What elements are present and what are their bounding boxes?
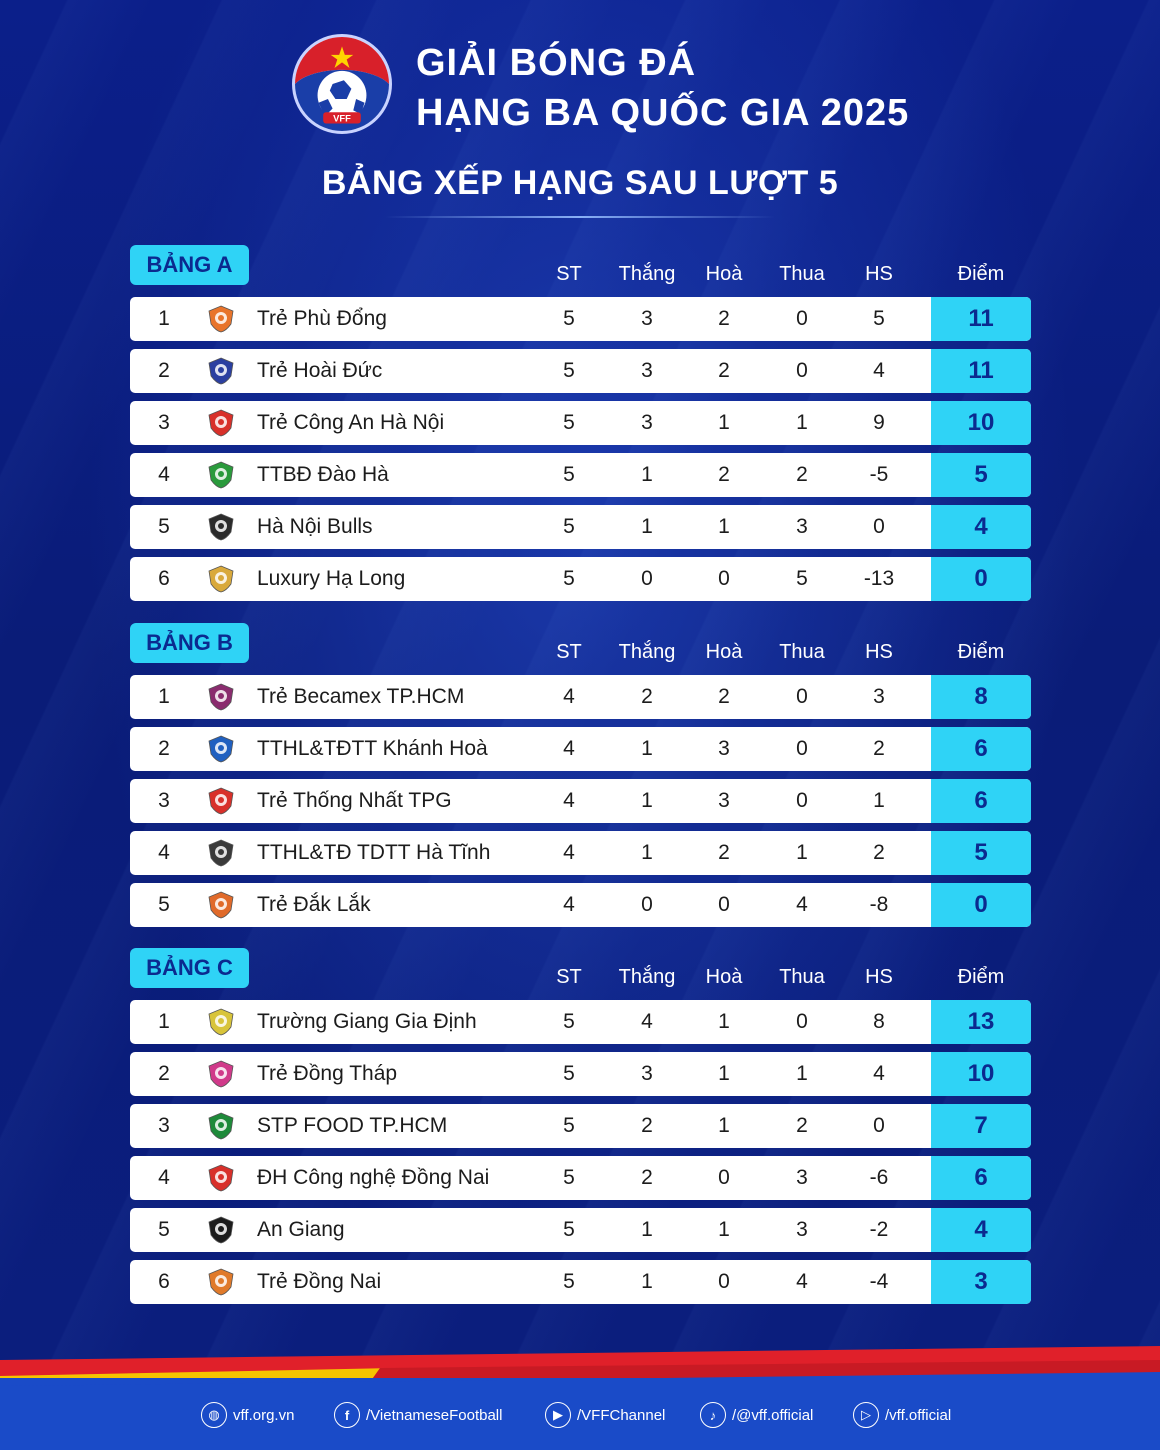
team-name: Trẻ Đồng Tháp: [257, 1062, 398, 1085]
win-cell: 3: [641, 411, 653, 434]
footer-link-youtube[interactable]: [545, 1400, 665, 1430]
footer-link-text: /@vff.official: [732, 1406, 814, 1424]
loss-cell: 0: [796, 307, 808, 330]
points-cell: 4: [931, 1208, 1031, 1252]
points-cell: 6: [931, 779, 1031, 823]
column-header-points: Điểm: [957, 966, 1005, 988]
team-name: TTHL&TĐ TDTT Hà Tĩnh: [257, 841, 491, 864]
table-row: [130, 727, 1031, 771]
gd-cell: 0: [873, 515, 885, 538]
win-cell: 1: [641, 789, 653, 812]
title-line-1: GIẢI BÓNG ĐÁ: [416, 42, 697, 84]
played-cell: 5: [563, 1010, 575, 1033]
gd-cell: 2: [873, 737, 885, 760]
team-crest-icon: [206, 734, 236, 764]
column-header-loss: Thua: [779, 641, 825, 663]
rank-cell: 4: [158, 463, 170, 486]
rank-cell: 2: [158, 359, 170, 382]
team-crest-icon: [206, 1059, 236, 1089]
rank-cell: 1: [158, 307, 170, 330]
played-cell: 4: [563, 737, 575, 760]
play-icon: ▷: [853, 1402, 879, 1428]
rank-cell: 6: [158, 567, 170, 590]
win-cell: 1: [641, 515, 653, 538]
team-name: ĐH Công nghệ Đồng Nai: [257, 1166, 490, 1189]
rank-cell: 3: [158, 1114, 170, 1137]
draw-cell: 1: [718, 1010, 730, 1033]
team-name: Hà Nội Bulls: [257, 515, 373, 538]
rank-cell: 4: [158, 841, 170, 864]
footer-link-text: /vff.official: [885, 1406, 952, 1424]
rank-cell: 3: [158, 411, 170, 434]
gd-cell: 1: [873, 789, 885, 812]
gd-cell: 8: [873, 1010, 885, 1033]
played-cell: 4: [563, 893, 575, 916]
column-header-draw: Hoà: [705, 641, 743, 663]
rank-cell: 5: [158, 1218, 170, 1241]
team-name: Trẻ Đồng Nai: [257, 1270, 382, 1293]
globe-icon: ◍: [201, 1402, 227, 1428]
points-cell: 10: [931, 401, 1031, 445]
table-row: [130, 349, 1031, 393]
team-crest-icon: [206, 838, 236, 868]
footer-link-text: /VietnameseFootball: [366, 1406, 503, 1424]
team-crest-icon: [206, 1163, 236, 1193]
win-cell: 3: [641, 359, 653, 382]
played-cell: 5: [563, 307, 575, 330]
gd-cell: -6: [869, 1166, 889, 1189]
draw-cell: 2: [718, 685, 730, 708]
win-cell: 3: [641, 1062, 653, 1085]
gd-cell: -13: [863, 567, 895, 590]
draw-cell: 1: [718, 1062, 730, 1085]
gd-cell: -8: [869, 893, 889, 916]
points-cell: 6: [931, 1156, 1031, 1200]
loss-cell: 0: [796, 789, 808, 812]
subtitle-divider: [385, 216, 775, 218]
points-cell: 13: [931, 1000, 1031, 1044]
points-cell: 7: [931, 1104, 1031, 1148]
column-header-points: Điểm: [957, 263, 1005, 285]
column-header-win: Thắng: [618, 263, 676, 285]
draw-cell: 0: [718, 567, 730, 590]
table-row: [130, 297, 1031, 341]
draw-cell: 0: [718, 1166, 730, 1189]
table-row: [130, 401, 1031, 445]
loss-cell: 4: [796, 1270, 808, 1293]
column-header-loss: Thua: [779, 263, 825, 285]
team-name: An Giang: [257, 1218, 345, 1241]
column-header-loss: Thua: [779, 966, 825, 988]
points-cell: 6: [931, 727, 1031, 771]
rank-cell: 6: [158, 1270, 170, 1293]
played-cell: 5: [563, 359, 575, 382]
loss-cell: 1: [796, 1062, 808, 1085]
column-header-played: ST: [556, 966, 582, 988]
team-crest-icon: [206, 786, 236, 816]
team-name: Trẻ Becamex TP.HCM: [257, 685, 465, 708]
played-cell: 5: [563, 463, 575, 486]
win-cell: 1: [641, 1218, 653, 1241]
rank-cell: 2: [158, 1062, 170, 1085]
table-row: [130, 675, 1031, 719]
team-name: Trẻ Hoài Đức: [257, 359, 383, 382]
draw-cell: 1: [718, 1218, 730, 1241]
gd-cell: 2: [873, 841, 885, 864]
column-header-points: Điểm: [957, 641, 1005, 663]
win-cell: 2: [641, 685, 653, 708]
loss-cell: 2: [796, 463, 808, 486]
played-cell: 5: [563, 1270, 575, 1293]
played-cell: 4: [563, 789, 575, 812]
team-name: Trường Giang Gia Định: [257, 1010, 477, 1033]
draw-cell: 0: [718, 893, 730, 916]
tiktok-icon: ♪: [700, 1402, 726, 1428]
points-cell: 3: [931, 1260, 1031, 1304]
win-cell: 1: [641, 841, 653, 864]
team-name: TTBĐ Đào Hà: [257, 463, 389, 486]
team-crest-icon: [206, 1215, 236, 1245]
table-row: [130, 1000, 1031, 1044]
team-name: Trẻ Phù Đổng: [257, 307, 387, 330]
loss-cell: 3: [796, 515, 808, 538]
team-crest-icon: [206, 304, 236, 334]
table-row: [130, 883, 1031, 927]
draw-cell: 0: [718, 1270, 730, 1293]
played-cell: 4: [563, 685, 575, 708]
team-crest-icon: [206, 356, 236, 386]
draw-cell: 1: [718, 411, 730, 434]
win-cell: 1: [641, 463, 653, 486]
youtube-icon: ▶: [545, 1402, 571, 1428]
footer-stripes: [0, 1338, 1160, 1450]
loss-cell: 0: [796, 1010, 808, 1033]
column-header-win: Thắng: [618, 641, 676, 663]
rank-cell: 5: [158, 893, 170, 916]
table-row: [130, 505, 1031, 549]
footer-link-text: vff.org.vn: [233, 1406, 295, 1424]
draw-cell: 2: [718, 359, 730, 382]
group-badge: BẢNG A: [130, 245, 249, 285]
played-cell: 5: [563, 515, 575, 538]
footer-link-play[interactable]: [853, 1400, 951, 1430]
footer-link-text: /VFFChannel: [577, 1406, 666, 1424]
group-badge: BẢNG B: [130, 623, 249, 663]
column-header-gd: HS: [865, 641, 893, 663]
win-cell: 0: [641, 893, 653, 916]
team-crest-icon: [206, 1111, 236, 1141]
win-cell: 1: [641, 737, 653, 760]
team-name: Trẻ Thống Nhất TPG: [257, 789, 452, 812]
table-row: [130, 1208, 1031, 1252]
rank-cell: 2: [158, 737, 170, 760]
team-crest-icon: [206, 1007, 236, 1037]
played-cell: 5: [563, 411, 575, 434]
points-cell: 10: [931, 1052, 1031, 1096]
played-cell: 5: [563, 567, 575, 590]
loss-cell: 4: [796, 893, 808, 916]
draw-cell: 1: [718, 515, 730, 538]
points-cell: 11: [931, 349, 1031, 393]
rank-cell: 3: [158, 789, 170, 812]
loss-cell: 0: [796, 359, 808, 382]
table-row: [130, 779, 1031, 823]
gd-cell: 4: [873, 359, 885, 382]
team-name: STP FOOD TP.HCM: [257, 1114, 448, 1137]
rank-cell: 1: [158, 685, 170, 708]
draw-cell: 2: [718, 307, 730, 330]
draw-cell: 3: [718, 789, 730, 812]
points-cell: 5: [931, 453, 1031, 497]
vff-logo-graphic: [295, 37, 389, 131]
loss-cell: 3: [796, 1218, 808, 1241]
team-crest-icon: [206, 564, 236, 594]
played-cell: 5: [563, 1062, 575, 1085]
team-name: Trẻ Đắk Lắk: [257, 893, 371, 916]
vff-logo-text: VFF: [333, 112, 351, 124]
loss-cell: 0: [796, 737, 808, 760]
team-crest-icon: [206, 512, 236, 542]
played-cell: 5: [563, 1218, 575, 1241]
points-cell: 0: [931, 883, 1031, 927]
table-row: [130, 1104, 1031, 1148]
win-cell: 2: [641, 1166, 653, 1189]
footer-link-facebook[interactable]: [334, 1400, 502, 1430]
win-cell: 2: [641, 1114, 653, 1137]
column-header-draw: Hoà: [705, 263, 743, 285]
played-cell: 4: [563, 841, 575, 864]
points-cell: 5: [931, 831, 1031, 875]
table-row: [130, 831, 1031, 875]
draw-cell: 3: [718, 737, 730, 760]
column-header-draw: Hoà: [705, 966, 743, 988]
footer-band: [0, 1338, 1160, 1450]
played-cell: 5: [563, 1114, 575, 1137]
table-row: [130, 1260, 1031, 1304]
page-subtitle: BẢNG XẾP HẠNG SAU LƯỢT 5: [321, 164, 839, 202]
gd-cell: 9: [873, 411, 885, 434]
points-cell: 8: [931, 675, 1031, 719]
team-crest-icon: [206, 1267, 236, 1297]
loss-cell: 0: [796, 685, 808, 708]
win-cell: 4: [641, 1010, 653, 1033]
team-name: Luxury Hạ Long: [257, 567, 406, 590]
gd-cell: -2: [869, 1218, 889, 1241]
team-name: TTHL&TĐTT Khánh Hoà: [257, 737, 488, 760]
gd-cell: -5: [869, 463, 889, 486]
column-header-gd: HS: [865, 263, 893, 285]
team-crest-icon: [206, 460, 236, 490]
draw-cell: 2: [718, 463, 730, 486]
points-cell: 0: [931, 557, 1031, 601]
points-cell: 4: [931, 505, 1031, 549]
table-row: [130, 453, 1031, 497]
footer-link-tiktok[interactable]: [700, 1400, 813, 1430]
played-cell: 5: [563, 1166, 575, 1189]
gd-cell: 0: [873, 1114, 885, 1137]
title-line-2: HẠNG BA QUỐC GIA 2025: [416, 92, 910, 134]
team-name: Trẻ Công An Hà Nội: [257, 411, 445, 434]
draw-cell: 1: [718, 1114, 730, 1137]
loss-cell: 1: [796, 841, 808, 864]
gd-cell: -4: [869, 1270, 889, 1293]
loss-cell: 5: [796, 567, 808, 590]
gd-cell: 5: [873, 307, 885, 330]
rank-cell: 1: [158, 1010, 170, 1033]
column-header-gd: HS: [865, 966, 893, 988]
table-row: [130, 1052, 1031, 1096]
table-row: [130, 557, 1031, 601]
win-cell: 1: [641, 1270, 653, 1293]
loss-cell: 3: [796, 1166, 808, 1189]
loss-cell: 1: [796, 411, 808, 434]
gd-cell: 3: [873, 685, 885, 708]
column-header-win: Thắng: [618, 966, 676, 988]
facebook-icon: f: [334, 1402, 360, 1428]
points-cell: 11: [931, 297, 1031, 341]
win-cell: 3: [641, 307, 653, 330]
gd-cell: 4: [873, 1062, 885, 1085]
rank-cell: 4: [158, 1166, 170, 1189]
team-crest-icon: [206, 408, 236, 438]
draw-cell: 2: [718, 841, 730, 864]
column-header-played: ST: [556, 263, 582, 285]
table-row: [130, 1156, 1031, 1200]
group-badge: BẢNG C: [130, 948, 249, 988]
page-title: [416, 38, 909, 138]
column-header-played: ST: [556, 641, 582, 663]
footer-link-website[interactable]: [201, 1400, 294, 1430]
team-crest-icon: [206, 890, 236, 920]
vff-logo: [292, 34, 392, 134]
loss-cell: 2: [796, 1114, 808, 1137]
team-crest-icon: [206, 682, 236, 712]
rank-cell: 5: [158, 515, 170, 538]
win-cell: 0: [641, 567, 653, 590]
